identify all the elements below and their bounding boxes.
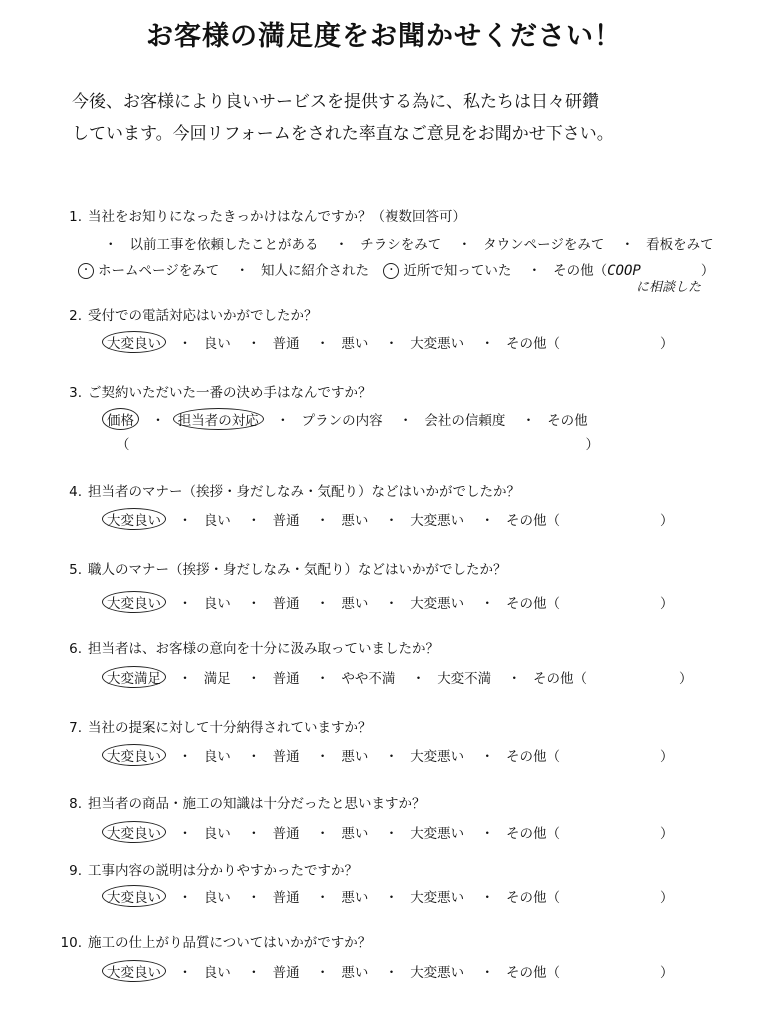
option-staff-response[interactable]: 担当者の対応 [173, 408, 264, 430]
q6-options: 大変満足 ・ 満足 ・ 普通 ・ やや不満 ・ 大変不満 ・ その他（ ） [106, 667, 692, 687]
option-very-good[interactable]: 大変良い [102, 821, 166, 843]
question-3 [60, 381, 372, 401]
option-other[interactable]: その他 [547, 413, 588, 429]
question-number: 4. [69, 484, 82, 500]
question-number: 5. [69, 562, 82, 578]
q1-options-row2: ・ ホームページをみて ・ 知人に紹介された ・ 近所で知っていた ・ その他（COOP ） [78, 259, 714, 279]
option-very-satisfied[interactable]: 大変満足 [102, 666, 166, 688]
question-text: 当社の提案に対して十分納得されていますか？ [88, 720, 372, 736]
handwritten-note: に相談した [636, 280, 702, 295]
question-number: 7. [69, 720, 82, 736]
question-text: 担当者は、お客様の意向を十分に汲み取っていましたか？ [88, 641, 439, 657]
selected-mark-icon: ・ [383, 263, 399, 279]
option-homepage[interactable]: ホームページをみて [98, 263, 220, 279]
question-text: 受付での電話対応はいかがでしたか？ [88, 308, 318, 324]
question-9 [60, 859, 358, 879]
option-very-good[interactable]: 大変良い [102, 508, 166, 530]
option-very-bad[interactable]: 大変悪い [410, 965, 465, 981]
option-bad[interactable]: 悪い [341, 890, 369, 906]
option-bad[interactable]: 悪い [341, 965, 369, 981]
option-previous-request[interactable]: 以前工事を依頼したことがある [129, 237, 319, 253]
question-number: 9. [69, 863, 82, 879]
question-5 [60, 558, 507, 578]
option-neighborhood[interactable]: 近所で知っていた [403, 263, 512, 279]
page-title: お客様の満足度をお聞かせください！ [146, 21, 622, 52]
option-other[interactable]: その他（ [505, 826, 560, 842]
option-very-bad[interactable]: 大変悪い [410, 749, 465, 765]
question-text: 当社をお知りになったきっかけはなんですか？（複数回答可） [88, 209, 466, 225]
q2-options: 大変良い ・ 良い ・ 普通 ・ 悪い ・ 大変悪い ・ その他（ ） [106, 332, 673, 352]
question-text: 職人のマナー（挨拶・身だしなみ・気配り）などはいかがでしたか？ [88, 562, 507, 578]
question-text: 施工の仕上がり品質についてはいかがですか？ [88, 935, 372, 951]
question-number: 6. [69, 641, 82, 657]
option-good[interactable]: 良い [203, 749, 231, 765]
option-good[interactable]: 良い [203, 826, 231, 842]
option-other[interactable]: その他（ [505, 965, 560, 981]
question-2 [60, 304, 318, 324]
question-text: 担当者のマナー（挨拶・身だしなみ・気配り）などはいかがでしたか？ [88, 484, 520, 500]
option-normal[interactable]: 普通 [272, 513, 300, 529]
option-very-bad[interactable]: 大変悪い [410, 826, 465, 842]
q9-options: 大変良い ・ 良い ・ 普通 ・ 悪い ・ 大変悪い ・ その他（ ） [106, 886, 673, 906]
option-very-good[interactable]: 大変良い [102, 591, 166, 613]
option-good[interactable]: 良い [203, 890, 231, 906]
option-other[interactable]: その他（ [553, 263, 608, 279]
question-8 [60, 792, 426, 812]
option-very-bad[interactable]: 大変悪い [410, 336, 465, 352]
option-slightly-dissatisfied[interactable]: やや不満 [341, 671, 396, 687]
option-flyer[interactable]: チラシをみて [360, 237, 442, 253]
option-other[interactable]: その他（ [505, 513, 560, 529]
q8-options: 大変良い ・ 良い ・ 普通 ・ 悪い ・ 大変悪い ・ その他（ ） [106, 822, 673, 842]
option-very-bad[interactable]: 大変悪い [410, 513, 465, 529]
question-4 [60, 480, 520, 500]
option-other[interactable]: その他（ [505, 596, 560, 612]
option-very-dissatisfied[interactable]: 大変不満 [437, 671, 492, 687]
question-6 [60, 637, 439, 657]
option-very-good[interactable]: 大変良い [102, 960, 166, 982]
option-good[interactable]: 良い [203, 965, 231, 981]
option-good[interactable]: 良い [203, 596, 231, 612]
option-very-good[interactable]: 大変良い [102, 331, 166, 353]
q3-other-paren: （ ） [116, 437, 599, 453]
option-normal[interactable]: 普通 [272, 965, 300, 981]
option-satisfied[interactable]: 満足 [203, 671, 231, 687]
option-normal[interactable]: 普通 [272, 671, 300, 687]
selected-mark-icon: ・ [78, 263, 94, 279]
option-bad[interactable]: 悪い [341, 749, 369, 765]
intro-line-1: 今後、お客様により良いサービスを提供する為に、私たちは日々研鑽 [72, 92, 599, 112]
option-very-good[interactable]: 大変良い [102, 744, 166, 766]
option-bad[interactable]: 悪い [341, 826, 369, 842]
question-number: 8. [69, 796, 82, 812]
option-other[interactable]: その他（ [505, 890, 560, 906]
option-trust[interactable]: 会社の信頼度 [424, 413, 506, 429]
q5-options: 大変良い ・ 良い ・ 普通 ・ 悪い ・ 大変悪い ・ その他（ ） [106, 592, 673, 612]
option-good[interactable]: 良い [203, 513, 231, 529]
question-text: 工事内容の説明は分かりやすかったですか？ [88, 863, 358, 879]
q1-options-row1: ・ 以前工事を依頼したことがある ・ チラシをみて ・ タウンページをみて ・ 看板をみて [92, 233, 714, 253]
option-normal[interactable]: 普通 [272, 890, 300, 906]
option-other[interactable]: その他（ [532, 671, 587, 687]
question-7 [60, 716, 372, 736]
intro-text [72, 86, 712, 150]
intro-line-2: しています。今回リフォームをされた率直なご意見をお聞かせ下さい。 [72, 124, 614, 144]
option-bad[interactable]: 悪い [341, 513, 369, 529]
option-other[interactable]: その他（ [505, 749, 560, 765]
option-normal[interactable]: 普通 [272, 826, 300, 842]
question-number: 2. [69, 308, 82, 324]
handwritten-other: COOP [607, 263, 641, 279]
question-number: 3. [69, 385, 82, 401]
q3-options: 価格 ・ 担当者の対応 ・ プランの内容 ・ 会社の信頼度 ・ その他 [106, 409, 588, 429]
question-text: 担当者の商品・施工の知識は十分だったと思いますか？ [88, 796, 426, 812]
q4-options: 大変良い ・ 良い ・ 普通 ・ 悪い ・ 大変悪い ・ その他（ ） [106, 509, 673, 529]
option-normal[interactable]: 普通 [272, 596, 300, 612]
option-bad[interactable]: 悪い [341, 596, 369, 612]
option-very-good[interactable]: 大変良い [102, 885, 166, 907]
question-text: ご契約いただいた一番の決め手はなんですか？ [88, 385, 372, 401]
question-1 [60, 205, 466, 225]
option-plan[interactable]: プランの内容 [301, 413, 383, 429]
option-normal[interactable]: 普通 [272, 749, 300, 765]
option-good[interactable]: 良い [203, 336, 231, 352]
option-bad[interactable]: 悪い [341, 336, 369, 352]
q7-options: 大変良い ・ 良い ・ 普通 ・ 悪い ・ 大変悪い ・ その他（ ） [106, 745, 673, 765]
option-price[interactable]: 価格 [102, 408, 139, 430]
option-normal[interactable]: 普通 [272, 336, 300, 352]
option-referral[interactable]: 知人に紹介された [261, 263, 370, 279]
option-signboard[interactable]: 看板をみて [646, 237, 714, 253]
option-very-bad[interactable]: 大変悪い [410, 596, 465, 612]
q10-options: 大変良い ・ 良い ・ 普通 ・ 悪い ・ 大変悪い ・ その他（ ） [106, 961, 673, 981]
question-number: 10. [60, 935, 82, 951]
option-townpage[interactable]: タウンページをみて [483, 237, 605, 253]
question-10 [44, 931, 371, 951]
question-number: 1. [69, 209, 82, 225]
option-other[interactable]: その他（ [505, 336, 560, 352]
option-very-bad[interactable]: 大変悪い [410, 890, 465, 906]
